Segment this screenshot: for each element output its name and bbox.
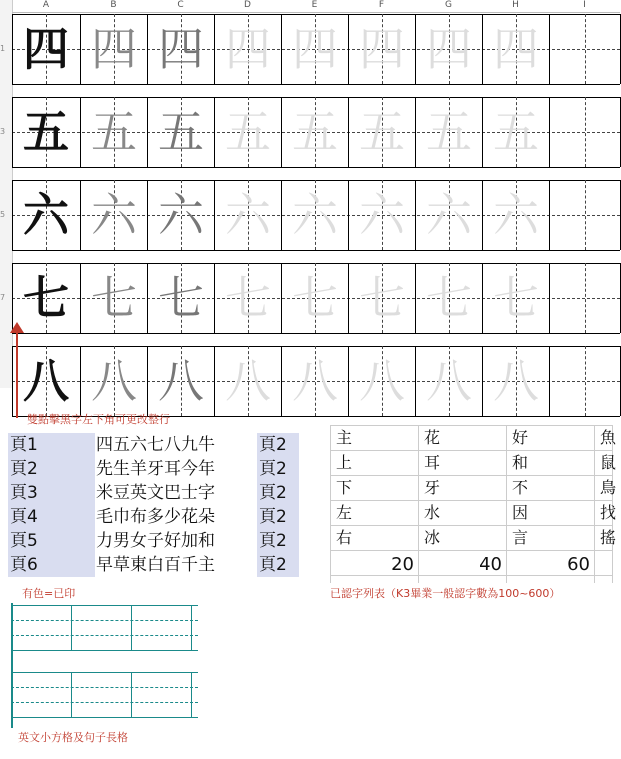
grid-line: [71, 605, 72, 650]
cell-border: [549, 97, 550, 167]
row-border-top: [12, 180, 620, 181]
practice-char-trace: 五: [426, 105, 472, 159]
row-number: 1: [0, 44, 6, 53]
grid-line: [191, 605, 192, 650]
known-char: 水: [424, 503, 441, 522]
practice-char-trace: 四: [426, 22, 472, 76]
grid-line: [330, 475, 612, 476]
known-list-note: 已認字列表（K3畢業一般認字數為100~600）: [330, 587, 561, 600]
practice-char-trace: 六: [225, 188, 271, 242]
grid-line: [131, 672, 132, 717]
practice-char-trace: 八: [493, 354, 539, 408]
cell-midline: [585, 180, 586, 250]
page-name: 頁2: [8, 457, 95, 481]
grid-line: [330, 450, 612, 451]
grid-line: [191, 672, 192, 717]
count-total: 20: [391, 554, 414, 575]
grid-line: [11, 603, 13, 728]
grid-line: [330, 425, 331, 583]
practice-char-trace: 八: [426, 354, 472, 408]
practice-char-trace: 六: [426, 188, 472, 242]
practice-char-trace: 七: [426, 271, 472, 325]
practice-char-trace: 五: [493, 105, 539, 159]
page-row[interactable]: [8, 529, 288, 553]
practice-char-trace: 五: [158, 105, 204, 159]
practice-char-trace: 四: [91, 22, 137, 76]
grid-line: [418, 425, 419, 583]
practice-char-trace: 七: [158, 271, 204, 325]
known-char: 右: [336, 528, 353, 547]
column-header: A: [42, 0, 50, 10]
cell-midline: [585, 263, 586, 333]
practice-char-trace: 八: [359, 354, 405, 408]
grid-line: [330, 550, 612, 551]
practice-char-trace: 七: [91, 271, 137, 325]
grid-line: [11, 605, 198, 606]
row-number: 7: [0, 293, 6, 302]
practice-char-trace: 八: [91, 354, 137, 408]
cell-border: [549, 14, 550, 84]
cell-border: [549, 180, 550, 250]
page-next: 頁2: [257, 529, 299, 553]
practice-char-trace: 七: [359, 271, 405, 325]
column-header: G: [445, 0, 452, 10]
practice-char-trace: 四: [158, 22, 204, 76]
page-next: 頁2: [257, 481, 299, 505]
page-row[interactable]: [8, 433, 288, 457]
row-border-top: [12, 263, 620, 264]
practice-char-trace: 四: [493, 22, 539, 76]
page-chars: 早草東白百千主: [96, 555, 215, 575]
arrow-shaft: [16, 330, 18, 418]
row-border-bottom: [12, 84, 620, 85]
known-char: 鼠: [600, 453, 617, 472]
row-border-bottom: [12, 250, 620, 251]
page-next: 頁2: [257, 505, 299, 529]
cell-border: [549, 346, 550, 416]
grid-line: [11, 687, 198, 688]
practice-char-trace: 六: [292, 188, 338, 242]
grid-line: [330, 500, 612, 501]
grid-line: [330, 425, 612, 426]
column-header: I: [583, 0, 586, 10]
known-char: 和: [512, 453, 529, 472]
page-row[interactable]: [8, 505, 288, 529]
known-char: 搖: [600, 528, 617, 547]
row-border-top: [12, 346, 620, 347]
grid-line: [594, 425, 595, 583]
grid-line: [11, 620, 198, 621]
count-total: 40: [479, 554, 502, 575]
page-name: 頁3: [8, 481, 95, 505]
known-char: 冰: [424, 528, 441, 547]
practice-char-model: 五: [23, 105, 69, 159]
grid-line: [11, 650, 198, 651]
grid-line: [330, 525, 612, 526]
practice-char-trace: 四: [225, 22, 271, 76]
grid-line: [131, 605, 132, 650]
page-chars: 力男女子好加和: [96, 531, 215, 551]
count-total: 60: [567, 554, 590, 575]
known-char: 魚: [600, 428, 617, 447]
cell-midline: [585, 97, 586, 167]
grid-line: [11, 717, 198, 718]
practice-char-trace: 七: [225, 271, 271, 325]
cell-border: [549, 263, 550, 333]
grid-line: [11, 702, 198, 703]
known-char: 主: [336, 428, 353, 447]
page-name: 頁4: [8, 505, 95, 529]
double-click-note: 雙點擊黑字左下角可更改整行: [27, 413, 170, 426]
grid-line: [506, 425, 507, 583]
known-char: 因: [512, 503, 529, 522]
column-header: E: [311, 0, 318, 10]
practice-char-trace: 六: [493, 188, 539, 242]
practice-char-trace: 八: [225, 354, 271, 408]
column-header: B: [110, 0, 117, 10]
page-chars: 毛巾布多少花朵: [96, 507, 215, 527]
page-next: 頁2: [257, 433, 299, 457]
practice-char-trace: 五: [359, 105, 405, 159]
column-header: C: [177, 0, 184, 10]
known-characters-table: [330, 425, 617, 583]
practice-char-model: 八: [23, 354, 69, 408]
page-name: 頁6: [8, 553, 95, 577]
row-number: 5: [0, 210, 6, 219]
practice-char-trace: 七: [493, 271, 539, 325]
practice-char-trace: 五: [91, 105, 137, 159]
grid-line: [11, 672, 198, 673]
english-grid-note: 英文小方格及句子長格: [18, 731, 128, 744]
page-row[interactable]: [8, 481, 288, 505]
cell-midline: [585, 346, 586, 416]
page-chars: 米豆英文巴士字: [96, 483, 215, 503]
page-list: [8, 432, 288, 578]
row-number: 3: [0, 127, 6, 136]
practice-char-trace: 四: [359, 22, 405, 76]
known-char: 左: [336, 503, 353, 522]
known-char: 好: [512, 428, 529, 447]
page-name: 頁5: [8, 529, 95, 553]
known-char: 不: [512, 478, 529, 497]
english-writing-grid: [8, 603, 198, 728]
page-row[interactable]: [8, 553, 288, 577]
column-header: D: [244, 0, 251, 10]
practice-char-trace: 五: [292, 105, 338, 159]
page-chars: 先生羊牙耳今年: [96, 459, 215, 479]
header-divider: [12, 12, 620, 13]
practice-char-model: 七: [23, 271, 69, 325]
known-char: 鳥: [600, 478, 617, 497]
practice-char-trace: 七: [292, 271, 338, 325]
row-border-bottom: [12, 167, 620, 168]
page-name: 頁1: [8, 433, 95, 457]
practice-char-trace: 六: [359, 188, 405, 242]
known-char: 耳: [424, 453, 441, 472]
practice-char-trace: 四: [292, 22, 338, 76]
known-char: 牙: [424, 478, 441, 497]
grid-line: [11, 635, 198, 636]
practice-char-trace: 八: [292, 354, 338, 408]
cell-midline: [585, 14, 586, 84]
known-char: 言: [512, 528, 529, 547]
practice-char-trace: 六: [91, 188, 137, 242]
practice-char-model: 四: [23, 22, 69, 76]
page-chars: 四五六七八九牛: [96, 435, 215, 455]
page-row[interactable]: [8, 457, 288, 481]
known-char: 下: [336, 478, 353, 497]
colored-legend-note: 有色=已印: [22, 587, 76, 600]
known-char: 找: [600, 503, 617, 522]
known-char: 花: [424, 428, 441, 447]
row-border-bottom: [12, 333, 620, 334]
practice-char-trace: 八: [158, 354, 204, 408]
column-header: F: [378, 0, 385, 10]
column-header: H: [512, 0, 519, 10]
row-border-top: [12, 97, 620, 98]
practice-char-trace: 五: [225, 105, 271, 159]
known-char: 上: [336, 453, 353, 472]
page-next: 頁2: [257, 553, 299, 577]
row-border-top: [12, 14, 620, 15]
practice-char-model: 六: [23, 188, 69, 242]
practice-char-trace: 六: [158, 188, 204, 242]
page-next: 頁2: [257, 457, 299, 481]
grid-line: [71, 672, 72, 717]
